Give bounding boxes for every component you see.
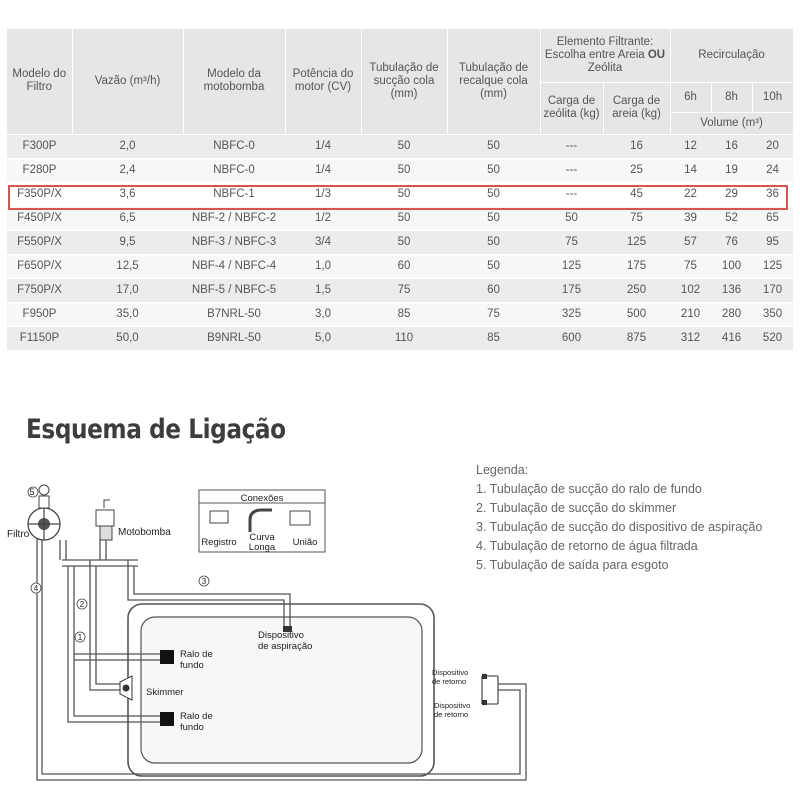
header-10h: 10h	[752, 82, 793, 112]
table-cell: 280	[711, 302, 752, 326]
header-modelo: Modelo do Filtro	[7, 29, 72, 134]
legend-item: 3. Tubulação de sucção do dispositivo de aspiração	[476, 520, 763, 534]
table-cell: 1/3	[285, 182, 361, 206]
label-retorno1-b: de retorno	[432, 677, 467, 686]
skimmer	[120, 676, 132, 700]
return-device-1	[482, 674, 487, 679]
table-cell: 19	[711, 158, 752, 182]
table-cell: F300P	[7, 134, 72, 158]
table-cell: 136	[711, 278, 752, 302]
table-cell: 3/4	[285, 230, 361, 254]
table-cell: 100	[711, 254, 752, 278]
table-cell: 52	[711, 206, 752, 230]
table-cell: ---	[540, 134, 603, 158]
table-cell: F450P/X	[7, 206, 72, 230]
table-cell: 60	[447, 278, 540, 302]
table-cell: 25	[603, 158, 670, 182]
table-cell: 125	[540, 254, 603, 278]
table-cell: F950P	[7, 302, 72, 326]
table-cell: 75	[670, 254, 711, 278]
table-cell: 75	[447, 302, 540, 326]
table-cell: 60	[361, 254, 447, 278]
table-cell: F1150P	[7, 326, 72, 350]
table-cell: NBFC-0	[183, 158, 285, 182]
table-cell: ---	[540, 158, 603, 182]
table-cell: 50	[447, 254, 540, 278]
table-cell: 75	[361, 278, 447, 302]
table-cell: 2,0	[72, 134, 183, 158]
table-cell: 50	[447, 182, 540, 206]
label-ralo1-b: fundo	[180, 660, 204, 671]
label-registro: Registro	[201, 537, 237, 548]
table-row	[7, 326, 793, 350]
legend-item: 4. Tubulação de retorno de água filtrada	[476, 539, 698, 553]
table-row	[7, 278, 793, 302]
table-cell: 3,6	[72, 182, 183, 206]
label-motobomba: Motobomba	[118, 527, 171, 538]
table-cell: 125	[603, 230, 670, 254]
table-cell: 57	[670, 230, 711, 254]
table-cell: 85	[361, 302, 447, 326]
table-cell: 350	[752, 302, 793, 326]
table-row	[7, 134, 793, 158]
table-cell: 39	[670, 206, 711, 230]
label-longa: Longa	[248, 542, 276, 553]
header-succao: Tubulação de sucção cola (mm)	[361, 29, 447, 134]
pump	[96, 500, 114, 540]
header-vazao: Vazão (m³/h)	[72, 29, 183, 134]
table-cell: 17,0	[72, 278, 183, 302]
table-cell: 5,0	[285, 326, 361, 350]
label-disp-aspiracao-1: Dispositivo	[258, 630, 304, 641]
table-cell: 170	[752, 278, 793, 302]
table-cell: 76	[711, 230, 752, 254]
header-6h: 6h	[670, 82, 711, 112]
header-volume: Volume (m³)	[670, 112, 793, 134]
label-retorno2-a: Dispositivo	[434, 701, 471, 710]
table-cell: 16	[603, 134, 670, 158]
table-cell: 416	[711, 326, 752, 350]
table-cell: NBF-4 / NBFC-4	[183, 254, 285, 278]
table-cell: 50	[361, 134, 447, 158]
table-cell: 50	[540, 206, 603, 230]
label-2: 2	[79, 600, 85, 609]
table-cell: 65	[752, 206, 793, 230]
table-cell: 2,4	[72, 158, 183, 182]
label-curva: Curva	[249, 532, 275, 543]
label-5: 5	[29, 487, 35, 497]
table-cell: 12,5	[72, 254, 183, 278]
table-cell: 250	[603, 278, 670, 302]
table-cell: 22	[670, 182, 711, 206]
table-cell: 1/4	[285, 134, 361, 158]
header-recalque: Tubulação de recalque cola (mm)	[447, 29, 540, 134]
table-cell: ---	[540, 182, 603, 206]
drain-1	[160, 650, 174, 664]
header-recirculacao: Recirculação	[670, 29, 793, 82]
table-cell: F650P/X	[7, 254, 72, 278]
table-cell: 875	[603, 326, 670, 350]
table-cell: 175	[540, 278, 603, 302]
table-cell: 12	[670, 134, 711, 158]
table-cell: 50	[361, 158, 447, 182]
table-cell: 312	[670, 326, 711, 350]
header-motobomba: Modelo da motobomba	[183, 29, 285, 134]
table-cell: 102	[670, 278, 711, 302]
table-cell: 1/2	[285, 206, 361, 230]
table-cell: 50	[361, 230, 447, 254]
table-cell: 36	[752, 182, 793, 206]
table-cell: F750P/X	[7, 278, 72, 302]
table-row	[7, 302, 793, 326]
label-3: 3	[201, 577, 207, 586]
table-cell: B9NRL-50	[183, 326, 285, 350]
table-cell: 210	[670, 302, 711, 326]
header-8h: 8h	[711, 82, 752, 112]
page-heading: Esquema de Ligação	[26, 414, 286, 445]
table-cell: 20	[752, 134, 793, 158]
table-cell: 1/4	[285, 158, 361, 182]
table-cell: F280P	[7, 158, 72, 182]
table-cell: F350P/X	[7, 182, 72, 206]
table-row	[7, 182, 793, 206]
label-filtro: Filtro	[7, 529, 30, 540]
table-cell: 110	[361, 326, 447, 350]
label-ralo1-a: Ralo de	[180, 649, 213, 660]
label-ralo2-a: Ralo de	[180, 711, 213, 722]
table-cell: 95	[752, 230, 793, 254]
table-cell: NBF-3 / NBFC-3	[183, 230, 285, 254]
connection-diagram	[0, 480, 540, 800]
legend-item: 5. Tubulação de saída para esgoto	[476, 558, 669, 572]
header-elemento-filtrante: Elemento Filtrante: Escolha entre Areia OU Zeólita	[540, 29, 670, 82]
table-cell: 125	[752, 254, 793, 278]
label-disp-aspiracao-2: de aspiração	[258, 641, 313, 652]
table-cell: B7NRL-50	[183, 302, 285, 326]
table-cell: 14	[670, 158, 711, 182]
table-cell: 85	[447, 326, 540, 350]
table-cell: NBFC-1	[183, 182, 285, 206]
label-retorno1-a: Dispositivo	[432, 668, 469, 677]
table-cell: NBFC-0	[183, 134, 285, 158]
legend-item: 1. Tubulação de sucção do ralo de fundo	[476, 482, 702, 496]
table-cell: 3,0	[285, 302, 361, 326]
table-cell: 50	[361, 206, 447, 230]
table-cell: NBF-2 / NBFC-2	[183, 206, 285, 230]
table-cell: 50	[447, 206, 540, 230]
conexoes-title: Conexões	[240, 493, 284, 504]
table-row	[7, 158, 793, 182]
table-cell: 50	[447, 230, 540, 254]
table-cell: 6,5	[72, 206, 183, 230]
table-row	[7, 206, 793, 230]
table-cell: 50	[361, 182, 447, 206]
table-cell: 175	[603, 254, 670, 278]
table-cell: 16	[711, 134, 752, 158]
table-cell: 35,0	[72, 302, 183, 326]
label-retorno2-b: de retorno	[434, 710, 469, 719]
table-cell: 500	[603, 302, 670, 326]
table-cell: 45	[603, 182, 670, 206]
table-cell: 24	[752, 158, 793, 182]
table-row	[7, 230, 793, 254]
label-ralo2-b: fundo	[180, 722, 204, 733]
header-potencia: Potência do motor (CV)	[285, 29, 361, 134]
filter-spec-table	[7, 29, 794, 351]
table-cell: 75	[540, 230, 603, 254]
table-cell: 325	[540, 302, 603, 326]
table-cell: 75	[603, 206, 670, 230]
table-cell: 520	[752, 326, 793, 350]
header-carga-zeolita: Carga de zeólita (kg)	[540, 82, 603, 134]
return-device-2	[482, 700, 487, 705]
label-skimmer: Skimmer	[146, 687, 184, 698]
table-cell: 50	[447, 134, 540, 158]
table-cell: 1,0	[285, 254, 361, 278]
table-cell: 50,0	[72, 326, 183, 350]
table-cell: 9,5	[72, 230, 183, 254]
legend-title: Legenda:	[476, 463, 529, 477]
label-1: 1	[77, 633, 83, 642]
header-carga-areia: Carga de areia (kg)	[603, 82, 670, 134]
table-cell: 1,5	[285, 278, 361, 302]
legend-item: 2. Tubulação de sucção do skimmer	[476, 501, 677, 515]
label-uniao: União	[292, 537, 318, 548]
label-4: 4	[33, 584, 39, 593]
drain-2	[160, 712, 174, 726]
table-row	[7, 254, 793, 278]
table-cell: 600	[540, 326, 603, 350]
table-cell: 50	[447, 158, 540, 182]
table-cell: NBF-5 / NBFC-5	[183, 278, 285, 302]
table-cell: F550P/X	[7, 230, 72, 254]
table-cell: 29	[711, 182, 752, 206]
